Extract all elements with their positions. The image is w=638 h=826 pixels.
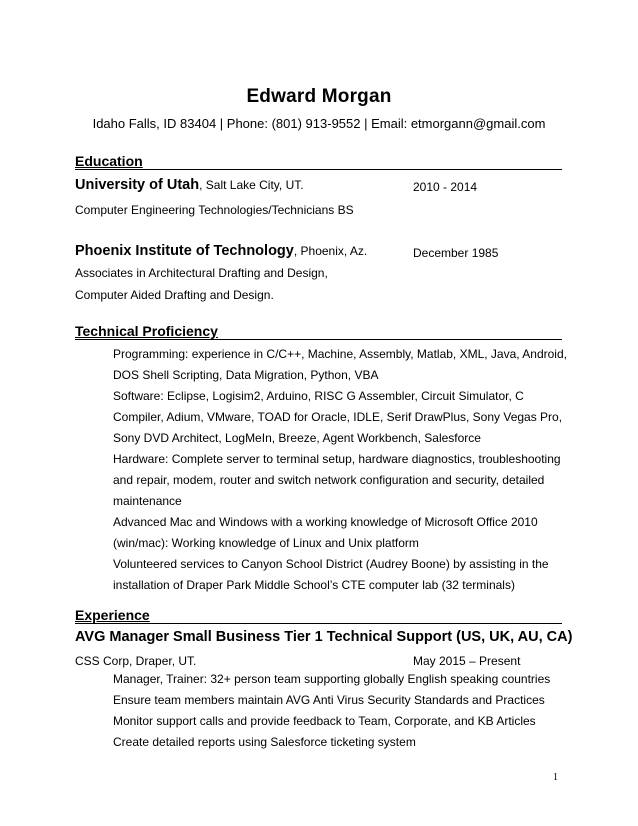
experience-bullet-list [93, 669, 573, 753]
list-item [93, 732, 573, 753]
school-name: University of Utah [75, 177, 200, 193]
education-dates: December 1985 [413, 246, 499, 260]
list-item-text: Hardware: Complete server to terminal setup, hardware diagnostics, troubleshooting and repair, modem, router and switch network configuration and security, detailed maintenance [113, 452, 561, 508]
education-dates: 2010 - 2014 [413, 180, 478, 194]
list-item [93, 554, 573, 596]
technical-bullet-list [93, 344, 573, 596]
experience-section-title: Experience [75, 608, 562, 624]
job-title: AVG Manager Small Business Tier 1 Technical Support (US, UK, AU, CA) [75, 629, 573, 645]
degree-line: Associates in Architectural Drafting and Design, [75, 266, 328, 280]
school-location: , Salt Lake City, UT. [199, 178, 304, 192]
list-item-text: Manager, Trainer: 32+ person team supporting globally English speaking countries [113, 672, 551, 686]
education-entry-1 [75, 176, 562, 193]
list-item [93, 512, 573, 554]
page-number: 1 [553, 772, 558, 783]
list-item-text: Volunteered services to Canyon School District (Audrey Boone) by assisting in the installation of Draper Park Middle School’s CTE computer lab (32 terminals) [113, 557, 549, 592]
list-item [93, 690, 573, 711]
list-item [93, 669, 573, 690]
list-item [93, 449, 573, 512]
resume-name: Edward Morgan [246, 86, 392, 107]
list-item-text: Monitor support calls and provide feedback to Team, Corporate, and KB Articles [113, 714, 536, 728]
list-item-text: Ensure team members maintain AVG Anti Virus Security Standards and Practices [113, 693, 545, 707]
list-item [93, 711, 573, 732]
job-dates: May 2015 – Present [413, 654, 521, 668]
list-item [93, 386, 573, 449]
education-section-title: Education [75, 154, 562, 170]
school-location: , Phoenix, Az. [293, 244, 368, 258]
technical-section-title: Technical Proficiency [75, 324, 562, 340]
school-name: Phoenix Institute of Technology [75, 243, 294, 259]
list-item-text: Software: Eclipse, Logisim2, Arduino, RISC G Assembler, Circuit Simulator, C Compiler, Adium, VMware, TOAD for Oracle, IDLE, Serif DrawPlus, Sony Vegas Pro, Sony DVD Architect, LogMeIn, Breeze, Agent Workbench, Salesforce [113, 389, 563, 445]
list-item-text: Programming: experience in C/C++, Machine, Assembly, Matlab, XML, Java, Android, DOS Shell Scripting, Data Migration, Python, VBA [113, 347, 567, 382]
degree-line: Computer Engineering Technologies/Technicians BS [75, 203, 354, 217]
list-item [93, 344, 573, 386]
list-item-text: Advanced Mac and Windows with a working knowledge of Microsoft Office 2010 (win/mac): Working knowledge of Linux and Unix platform [113, 515, 538, 550]
degree-line: Computer Aided Drafting and Design. [75, 288, 274, 302]
list-item-text: Create detailed reports using Salesforce ticketing system [113, 735, 416, 749]
company-line: CSS Corp, Draper, UT. [75, 654, 197, 668]
contact-line: Idaho Falls, ID 83404 | Phone: (801) 913-9552 | Email: etmorgann@gmail.com [92, 116, 546, 131]
